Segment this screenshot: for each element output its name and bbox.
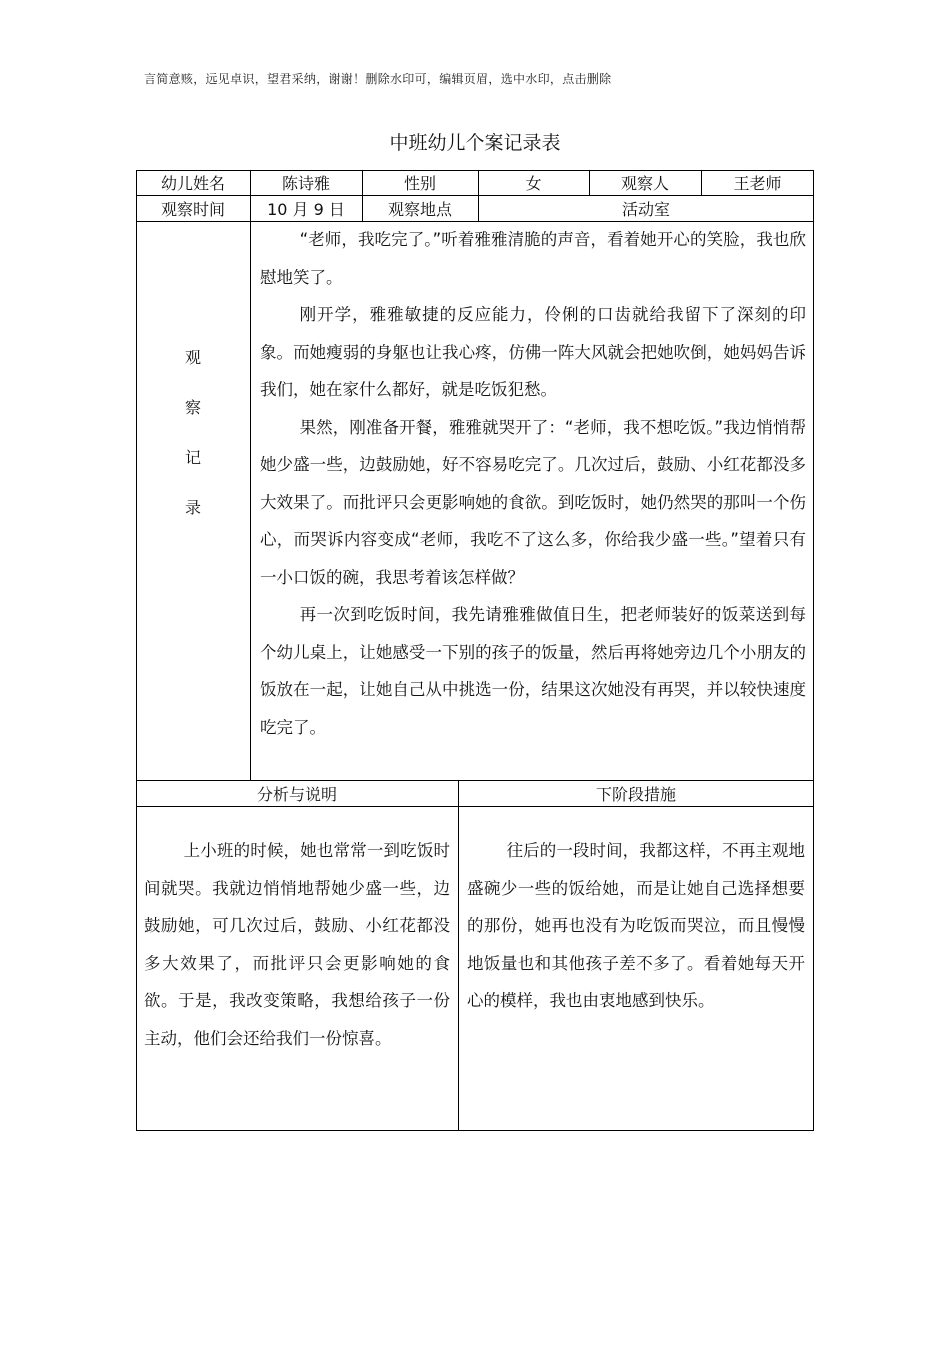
divider [136, 806, 814, 807]
record-paragraph: 果然，刚准备开餐，雅雅就哭开了：“老师，我不想吃饭。”我边悄悄帮她少盛一些，边鼓励她，好不容易吃完了。几次过后，鼓励、小红花都没多大效果了。而批评只会更影响她的食欲。到吃饭时，她仍然哭的那叫一个伤心，而哭诉内容变成“老师，我吃不了这么多，你给我少盛一些。”望着只有一小口饭的碗，我思考着该怎样做？ [260, 417, 806, 587]
record-label-char: 观 [184, 348, 201, 367]
divider [250, 170, 251, 780]
observer-label: 观察人 [620, 174, 669, 193]
child-name-value: 陈诗雅 [281, 174, 330, 193]
next-steps-header: 下阶段措施 [595, 784, 676, 804]
title-text: 中班幼儿个案记录表 [389, 132, 561, 154]
record-label-char: 察 [184, 398, 201, 417]
time-value: 10 月 9 日 [267, 199, 345, 219]
record-label-char: 录 [184, 498, 201, 517]
analysis-text [144, 832, 450, 1057]
analysis-header: 分析与说明 [256, 784, 337, 804]
record-label-char: 记 [184, 448, 201, 467]
gender-label: 性别 [403, 174, 436, 193]
place-value: 活动室 [621, 199, 670, 219]
page-title [0, 128, 950, 155]
record-paragraph: “老师，我吃完了。”听着雅雅清脆的声音，看着她开心的笑脸，我也欣慰地笑了。 [260, 230, 806, 287]
observer-value: 王老师 [733, 174, 782, 193]
analysis-paragraph: 上小班的时候，她也常常一到吃饭时间就哭。我就边悄悄地帮她少盛一些，边鼓励她，可几次过后，鼓励、小红花都没多大效果了，而批评只会更影响她的食欲。于是，我改变策略，我想给孩子一份主动，他们会还给我们一份惊喜。 [144, 841, 450, 1048]
child-name-label: 幼儿姓名 [160, 174, 225, 193]
gender-value: 女 [525, 174, 542, 193]
record-label [136, 345, 250, 545]
header-watermark-note: 言简意赅，远见卓识，望君采纳，谢谢！删除水印可，编辑页眉，选中水印，点击删除 [144, 72, 612, 86]
next-steps-paragraph: 往后的一段时间，我都这样，不再主观地盛碗少一些的饭给她，而是让她自己选择想要的那份，她再也没有为吃饭而哭泣，而且慢慢地饭量也和其他孩子差不多了。看着她每天开心的模样，我也由衷地感到快乐。 [467, 841, 805, 1010]
next-steps-text [467, 832, 805, 1020]
place-label: 观察地点 [387, 199, 452, 219]
observation-record [260, 221, 806, 746]
divider [458, 780, 459, 1131]
time-label: 观察时间 [160, 199, 225, 219]
record-paragraph: 再一次到吃饭时间，我先请雅雅做值日生，把老师装好的饭菜送到每个幼儿桌上，让她感受一下别的孩子的饭量，然后再将她旁边几个小朋友的饭放在一起，让她自己从中挑选一份，结果这次她没有再哭，并以较快速度吃完了。 [260, 605, 806, 737]
record-paragraph: 刚开学，雅雅敏捷的反应能力，伶俐的口齿就给我留下了深刻的印象。而她瘦弱的身躯也让我心疼，仿佛一阵大风就会把她吹倒，她妈妈告诉我们，她在家什么都好，就是吃饭犯愁。 [260, 305, 806, 399]
